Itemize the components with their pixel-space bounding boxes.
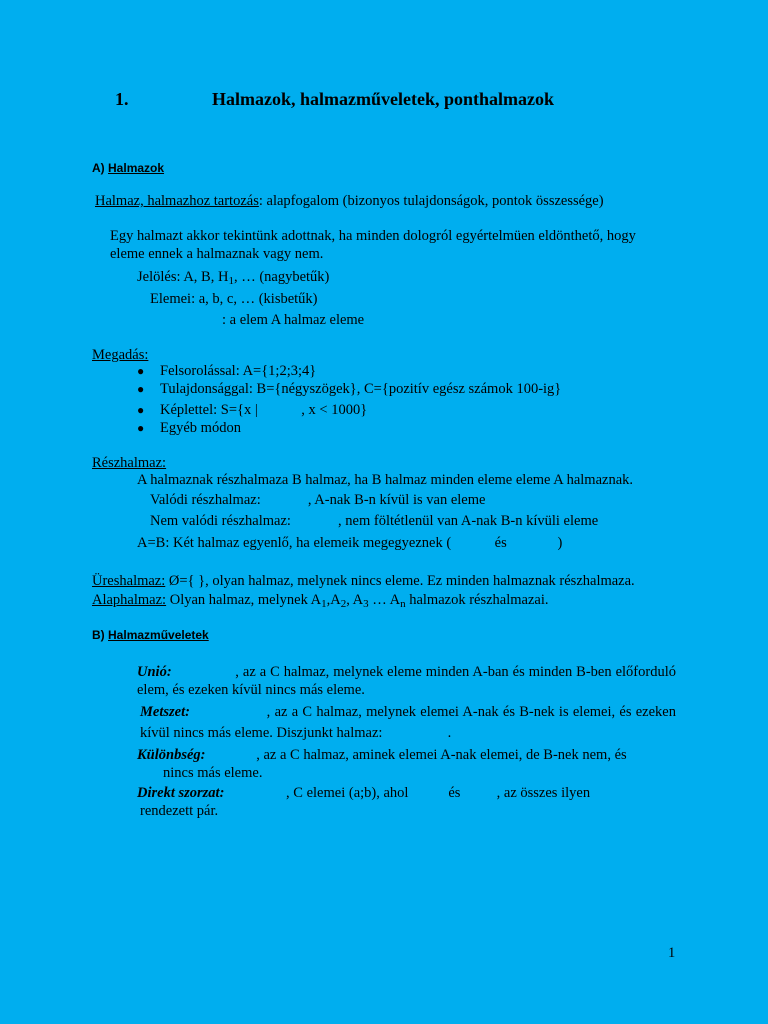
- bullet-text: Felsorolással: A={1;2;3;4}: [160, 363, 317, 379]
- page-title: Halmazok, halmazműveletek, ponthalmazok: [212, 89, 554, 109]
- section-b-heading: [92, 628, 209, 642]
- bullet-text: Egyéb módon: [160, 420, 241, 436]
- alaphalmaz-term: Alaphalmaz:: [92, 592, 167, 608]
- alaphalmaz-text: Olyan halmaz, melynek A: [166, 592, 322, 608]
- unio-text: , az a C halmaz, melynek eleme minden A-ban és minden B-ben előforduló elem, és ezeken kívül nincs más eleme.: [137, 664, 680, 698]
- megadas-heading: Megadás:: [92, 347, 149, 363]
- jeloles-line: [137, 268, 329, 286]
- ureshalmaz-text: Ø={ }, olyan halmaz, melynek nincs eleme. Ez minden halmaznak részhalmaza.: [165, 573, 635, 589]
- megadas-bullet-2: [137, 380, 562, 398]
- unio-paragraph: [137, 663, 680, 699]
- kulonbseg-text: , az a C halmaz, aminek elemei A-nak elemei, de B-nek nem, és: [205, 747, 627, 763]
- metszet-text: , az a C halmaz, melynek elemei A-nak és B-nek is elemei, és ezeken kívül nincs más eleme. Diszjunkt halmaz: .: [140, 704, 680, 741]
- bullet-icon: ●: [137, 421, 145, 435]
- ureshalmaz-line: [92, 572, 635, 590]
- unio-term: Unió:: [137, 664, 172, 680]
- bullet-text: Tulajdonsággal: B={négyszögek}, C={pozitív egész számok 100-ig}: [160, 381, 562, 397]
- alaphalmaz-text: halmazok részhalmazai.: [405, 592, 549, 608]
- bullet-icon: ●: [137, 364, 145, 378]
- subscript: 2: [340, 598, 347, 610]
- section-b-prefix: B): [92, 628, 105, 642]
- subscript: 3: [363, 598, 369, 610]
- bullet-icon: ●: [137, 403, 145, 417]
- direkt-term: Direkt szorzat:: [137, 785, 225, 801]
- alaphalmaz-line: [92, 591, 549, 609]
- section-b-title: Halmazműveletek: [108, 628, 209, 642]
- direkt-line-1: [137, 784, 590, 802]
- halmaz-term: Halmaz, halmazhoz tartozás: [95, 193, 259, 209]
- reszhalmaz-line-3: Nem valódi részhalmaz: , nem föltétlenül van A-nak B-n kívüli eleme: [150, 513, 599, 529]
- megadas-bullet-3: [137, 401, 368, 419]
- metszet-paragraph: [140, 702, 680, 744]
- bullet-icon: ●: [137, 382, 145, 396]
- megadas-bullet-4: [137, 419, 241, 437]
- paragraph-line-2: eleme ennek a halmaznak vagy nem.: [110, 246, 324, 262]
- kulonbseg-line-2: nincs más eleme.: [163, 765, 263, 781]
- elemei-line: Elemei: a, b, c, … (kisbetűk): [150, 291, 318, 307]
- kulonbseg-term: Különbség:: [137, 747, 206, 763]
- metszet-term: Metszet:: [140, 704, 190, 720]
- title-number: 1.: [115, 89, 129, 109]
- subscript: 1: [321, 598, 327, 610]
- paragraph-line-1: Egy halmazt akkor tekintünk adottnak, ha minden dologról egyértelmüen eldönthető, hogy: [110, 228, 636, 244]
- jeloles-text: Jelölés: A, B, H: [137, 269, 229, 285]
- halmaz-definition-text: : alapfogalom (bizonyos tulajdonságok, pontok összessége): [258, 193, 604, 209]
- direkt-line-2: rendezett pár.: [140, 803, 219, 819]
- reszhalmaz-line-2: Valódi részhalmaz: , A-nak B-n kívül is van eleme: [150, 492, 486, 508]
- kulonbseg-line-1: [137, 746, 627, 764]
- reszhalmaz-line-4: A=B: Két halmaz egyenlő, ha elemeik megegyeznek ( és ): [137, 535, 563, 551]
- direkt-text: , C elemei (a;b), ahol és , az összes ilyen: [224, 785, 591, 801]
- alaphalmaz-text: … A: [368, 592, 401, 608]
- bullet-text: Képlettel: S={x | , x < 1000}: [160, 402, 368, 418]
- subscript: n: [400, 598, 406, 610]
- halmaz-definition: [95, 192, 604, 210]
- section-a-heading: [92, 161, 164, 175]
- alaphalmaz-text: ,A: [326, 592, 341, 608]
- jeloles-text-end: , … (nagybetűk): [233, 269, 330, 285]
- reszhalmaz-line-1: A halmaznak részhalmaza B halmaz, ha B halmaz minden eleme eleme A halmaznak.: [137, 472, 634, 488]
- megadas-bullet-1: [137, 362, 317, 380]
- alaphalmaz-text: , A: [346, 592, 364, 608]
- elem-line: : a elem A halmaz eleme: [222, 312, 365, 328]
- section-a-title: Halmazok: [108, 161, 165, 175]
- reszhalmaz-heading: Részhalmaz:: [92, 455, 167, 471]
- ureshalmaz-term: Üreshalmaz:: [92, 573, 166, 589]
- page-number: 1: [668, 945, 676, 961]
- jeloles-subscript: 1: [228, 275, 234, 287]
- section-a-prefix: A): [92, 161, 105, 175]
